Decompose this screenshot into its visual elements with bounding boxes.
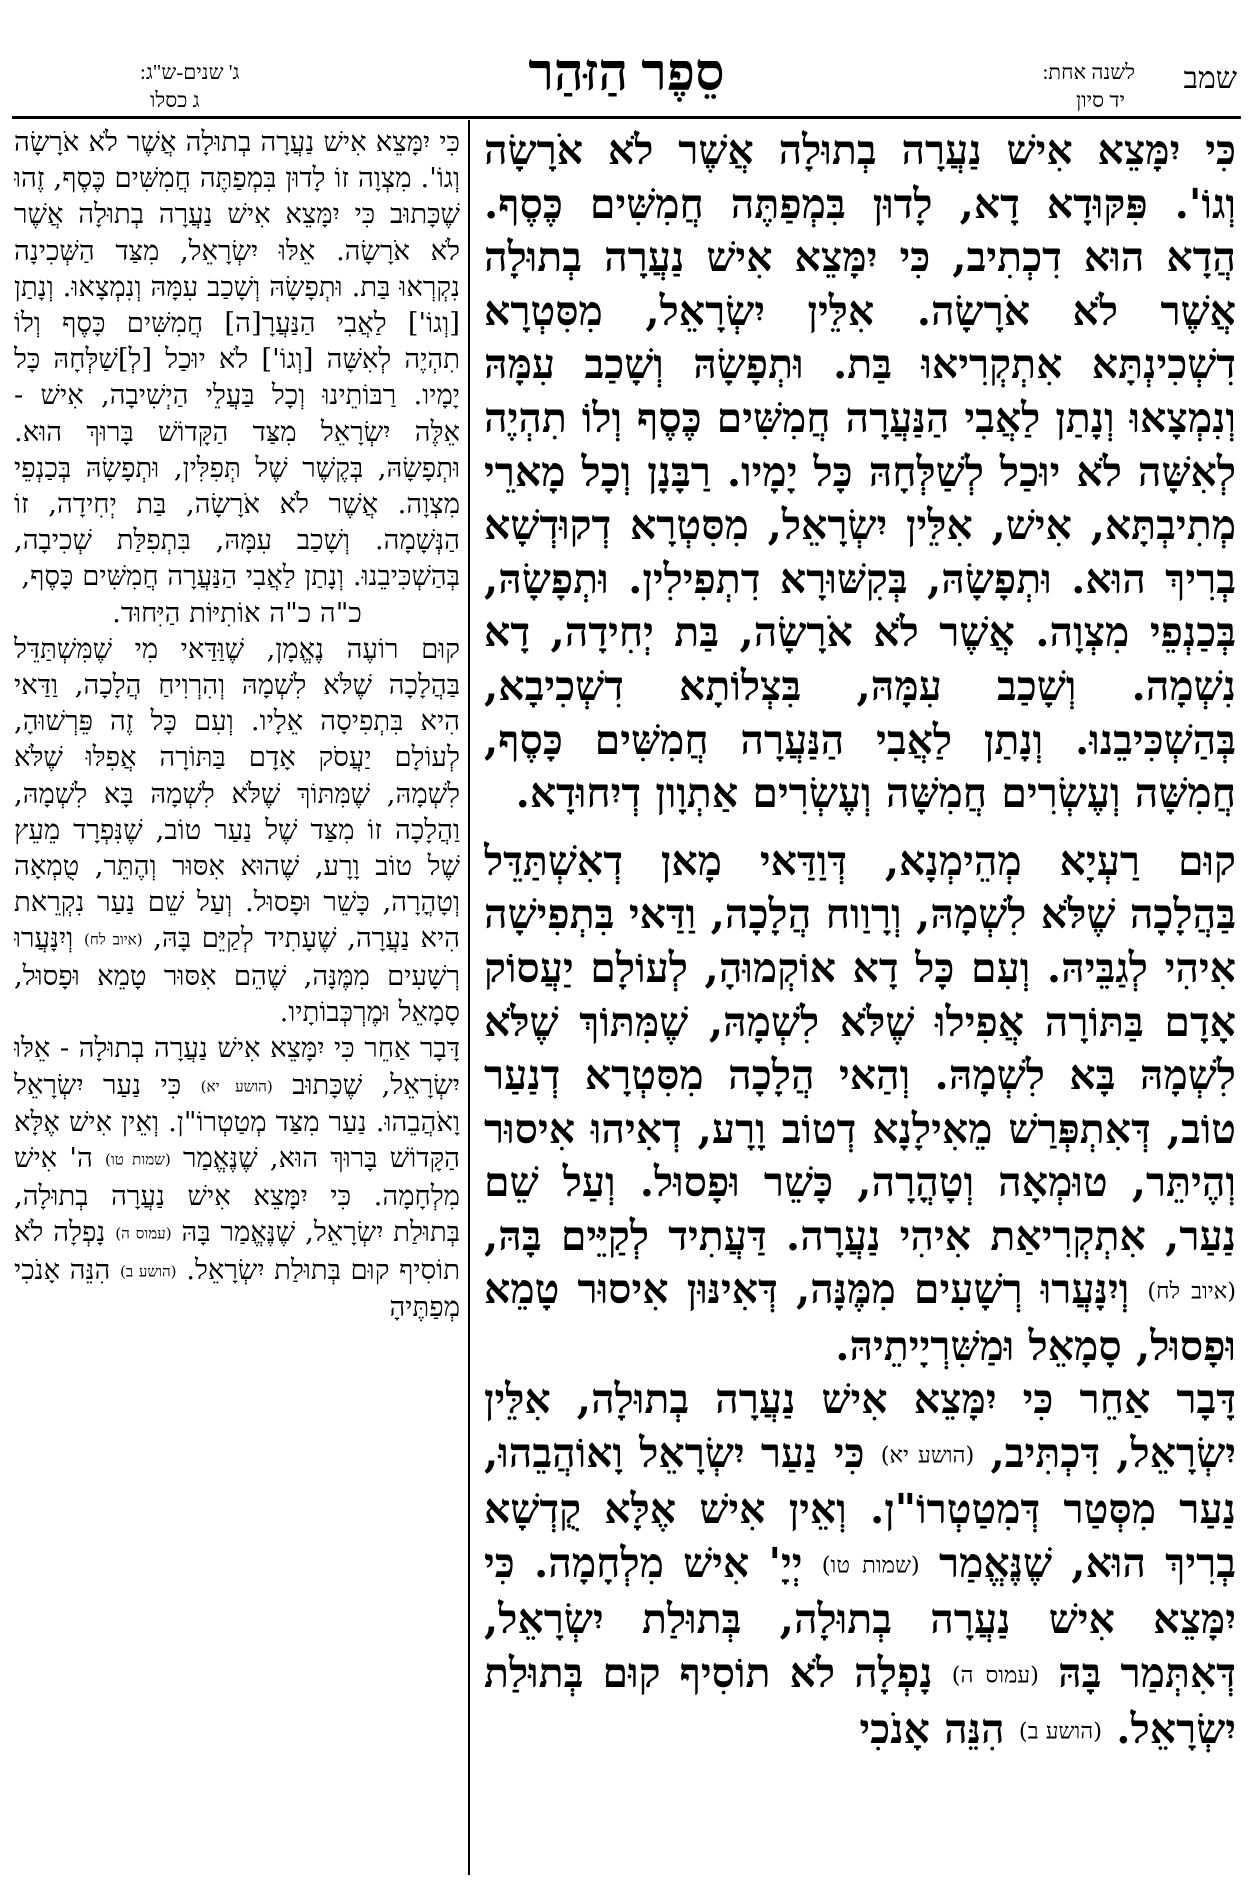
side-paragraph-1-end: כ"ה כ"ה אוֹתִיּוֹת הַיִּחוּד. xyxy=(112,596,362,629)
side-paragraph-2-text: קוּם רוֹעֶה נֶאֱמָן, שֶׁוַּדַּאי מִי שֶׁמִּשְׁתַּדֵּל בַּהֲלָכָה שֶׁלֹּא לִשְׁמָהּ וְהִרְוִיחַ הֲלָכָה, וַדַּאי הִיא בִּתְפִיסָה אֵלָיו. וְעִם כָּל זֶה פֵּרְשׁוּהָ, לְעוֹלָם יַעֲסֹק אָדָם בַּתּוֹרָה אֲפִלּוּ שֶׁלֹּא לִשְׁמָהּ, שֶׁמִּתּוֹךְ שֶׁלֹּא לִשְׁמָהּ בָּא לִשְׁמָהּ, וַהֲלָכָה זוֹ מִצַּד שֶׁל נַעַר טוֹב, שֶׁנִּפְרָד מֵעֵץ שֶׁל טוֹב וָרָע, שֶׁהוּא אִסּוּר וְהֶתֵּר, טֻמְאָה וְטָהֳרָה, כָּשֵׁר וּפָסוּל. וְעַל שֵׁם נַעַר נִקְרֵאת הִיא נַעֲרָה, שֶׁעָתִיד לְקַיֵּם בָּהּ, xyxy=(14,632,460,955)
side-paragraph-2 xyxy=(14,631,460,1031)
side-paragraph-2-end: וְיִנָּעֲרוּ רְשָׁעִים מִמֶּנָּה, שֶׁהֵם אִסּוּר טָמֵא וּפָסוּל, סָמָאֵל וּמֶרְכְּבוֹתָיו. xyxy=(14,922,460,1029)
column-divider xyxy=(468,120,470,1875)
main-paragraph-3-e: הִנֵּה אָנֹכִי xyxy=(859,1705,1005,1754)
header-rule xyxy=(12,116,1241,119)
edition-label: לשנה אחת: xyxy=(1042,60,1135,84)
side-paragraph-3-e: הִנֵּה אָנֹכִי מְפַתֶּיהָ xyxy=(14,1253,460,1324)
side-paragraph-3-b: כִּי נַעַר יִשְׂרָאֵל וָאֹהֲבֵהוּ. נַעַר מִצַּד מְטַטְרוֹ"ן. וְאֵין אִישׁ אֶלָּא הַקָּדוֹשׁ בָּרוּךְ הוּא, שֶׁנֶּאֱמַר xyxy=(14,1068,460,1175)
cycle-label: ג' שנים-ש"ג: xyxy=(140,60,240,84)
main-paragraph-1: כִּי יִמָּצֵא אִישׁ נַעֲרָה בְתוּלָה אֲשֶׁר לֹא אֹרָשָׂה וְגוֹ'. פִּקּוּדָא דָא, לָדוּן בִּמְפַתֶּה חֲמִשִּׁים כֶּסֶף. הֲדָא הוּא דִכְתִיב, כִּי יִמָּצֵא אִישׁ נַעֲרָה בְתוּלָה אֲשֶׁר לֹא אֹרָשָׂה. אִלֵּין יִשְׂרָאֵל, מִסִּטְרָא דִשְׁכִינְתָּא אִתְקְרִיאוּ בַּת. וּתְפָשָׂהּ וְשָׁכַב עִמָּהּ וְנִמְצָאוּ וְנָתַן לַאֲבִי הַנַּעֲרָה חֲמִשִּׁים כֶּסֶף וְלוֹ תִהְיֶה לְאִשָּׁה לֹא יוּכַל לְשַׁלְּחָהּ כָּל יָמָיו. רַבָּנָן וְכָל מָארֵי מְתִיבְתָּא, אִישׁ, אִלֵּין יִשְׂרָאֵל, מִסִּטְרָא דְקוּדְשָׁא בְרִיךְ הוּא. וּתְפָשָׂהּ, בְּקִשּׁוּרָא דִתְפִילִין. וּתְפָשָׂהּ, בְּכַנְפֵי מִצְוָה. אֲשֶׁר לֹא אֹרָשָׂה, בַּת יְחִידָה, דָא נִשְׁמָה. וְשָׁכַב עִמָּהּ, בִּצְלוֹתָא דִשְׁכִיבָא, בְּהַשְׁכִּיבֵנוּ. וְנָתַן לַאֲבִי הַנַּעֲרָה חֲמִשִּׁים כָּסֶף, חֲמִשָּׁה וְעֶשְׂרִים חֲמִשָּׁה וְעֶשְׂרִים אַתְוָון דְיִחוּדָא. xyxy=(484,126,1236,818)
main-citation-amos: (עמוס ה) xyxy=(951,1662,1039,1689)
main-paragraph-3 xyxy=(484,1373,1236,1759)
side-paragraph-3-a: דָּבָר אַחֵר כִּי יִמָּצֵא אִישׁ נַעֲרָה בְתוּלָה - אֵלּוּ יִשְׂרָאֵל, שֶׁכָּתוּב xyxy=(14,1032,460,1101)
side-citation-amos: (עמוס ה) xyxy=(115,1224,172,1243)
page-number: שמב xyxy=(1183,62,1237,95)
side-citation-iyov: (איוב לח) xyxy=(83,930,143,949)
side-citation-hoshea-11: (הושע יא) xyxy=(200,1077,273,1096)
main-column-aramaic xyxy=(484,124,1236,1876)
side-paragraph-1: כִּי יִמָּצֵא אִישׁ נַעֲרָה בְתוּלָה אֲשֶׁר לֹא אֹרָשָׂה וְגוֹ'. מִצְוָה זוֹ לָדוּן בִּמְפַתֶּה חֲמִשִּׁים כֶּסֶף, זֶהוּ שֶׁכָּתוּב כִּי יִמָּצֵא אִישׁ נַעֲרָה בְתוּלָה אֲשֶׁר לֹא אֹרָשָׂה. אֵלּוּ יִשְׂרָאֵל, מִצַּד הַשְּׁכִינָה נִקְרְאוּ בַּת. וּתְפָשָׂהּ וְשָׁכַב עִמָּהּ וְנִמְצָאוּ. וְנָתַן [וְגוֹ'] לַאֲבִי הַנַּעֲרָ[ה] חֲמִשִּׁים כָּסֶף וְלוֹ תִהְיֶה לְאִשָּׁה [וְגוֹ'] לֹא יוּכַל [לְ]שַׁלְּחָהּ כָּל יָמָיו. רַבּוֹתֵינוּ וְכָל בַּעֲלֵי הַיְשִׁיבָה, אִישׁ - אֵלֶּה יִשְׂרָאֵל מִצַּד הַקָּדוֹשׁ בָּרוּךְ הוּא. וּתְפָשָׂהּ, בְּקֶשֶׁר שֶׁל תְּפִלִּין, וּתְפָשָׂהּ בְּכַנְפֵי מִצְוָה. אֲשֶׁר לֹא אֹרָשָׂה, בַּת יְחִידָה, זוֹ הַנְּשָׁמָה. וְשָׁכַב עִמָּהּ, בִּתְפִלַּת שְׁכִיבָה, בְּהַשְׁכִּיבֵנוּ. וְנָתַן לַאֲבִי הַנַּעֲרָה חֲמִשִּׁים כָּסֶף, xyxy=(14,126,460,593)
main-paragraph-3-b: כִּי נַעַר יִשְׂרָאֵל וָאוֹהֲבֵהוּ, נַעַר מִסְּטַר דְּמִטַטְרוֹ"ן. וְאֵין אִישׁ אֶלָּא קֻדְשָׁא בְרִיךְ הוּא, שֶׁנֶּאֱמַר xyxy=(484,1428,1236,1587)
side-citation-shemot: (שמות טו) xyxy=(104,1150,171,1169)
main-citation-hoshea-11: (הושע יא) xyxy=(880,1442,975,1469)
book-title: סֵפֶר הַזּהַר xyxy=(528,45,725,102)
main-paragraph-2-end: וְיִנָּעֲרוּ רְשָׁעִים מִמֶּנָּה, דְּאִינּוּן אִיסוּר טָמֵא וּפָסוּל, סָמָאֵל וּמַשִּׁרְיָיתֵיהּ. xyxy=(484,1265,1236,1370)
edition-date: יד סיון xyxy=(1075,88,1125,112)
main-paragraph-3-d: נָפְלָה לֹא תוֹסִיף קוּם בְּתוּלַת יִשְׂרָאֵל. xyxy=(484,1648,1236,1754)
main-paragraph-2 xyxy=(484,835,1236,1374)
main-citation-hoshea-2: (הושע ב) xyxy=(1018,1718,1103,1745)
cycle-date: ג כסלו xyxy=(150,88,200,112)
side-paragraph-3 xyxy=(14,1030,460,1325)
main-citation-iyov: (איוב לח) xyxy=(1147,1279,1236,1306)
main-paragraph-3-a: דָּבָר אַחֵר כִּי יִמָּצֵא אִישׁ נַעֲרָה בְתוּלָה, אִלֵּין יִשְׂרָאֵל, דִּכְתִּיב, xyxy=(484,1375,1236,1477)
side-column-hebrew xyxy=(14,124,460,1876)
side-citation-hoshea-2: (הושע ב) xyxy=(119,1262,177,1281)
side-paragraph-3-d: נָפְלָה לֹא תוֹסִיף קוּם בְּתוּלַת יִשְׂרָאֵל. xyxy=(14,1216,460,1286)
main-paragraph-3-c: יְיָ' אִישׁ מִלְחָמָה. כִּי יִמָּצֵא אִישׁ נַעֲרָה בְתוּלָה, בְּתוּלַת יִשְׂרָאֵל, דְּאִתְּמַר בָּהּ xyxy=(484,1538,1236,1697)
page-header xyxy=(0,0,1253,115)
main-citation-shemot: (שמות טו) xyxy=(821,1552,920,1579)
main-paragraph-2-text: קוּם רַעְיָא מְהֵימְנָא, דְּוַדַּאי מָאן דְאִשְׁתַּדֵּל בַּהֲלָכָה שֶׁלֹּא לִשְׁמָהּ, וְרָוַוח הֲלָכָה, וַדַּאי בִּתְפִישָׁה אִיהִי לְגַבֵּיהּ. וְעִם כָּל דָא אוֹקְמוּהָ, לְעוֹלָם יַעֲסוֹק אָדָם בַּתּוֹרָה אֲפִילוּ שֶׁלֹּא לִשְׁמָהּ, שֶׁמִּתּוֹךְ שֶׁלֹּא לִשְׁמָהּ בָּא לִשְׁמָהּ. וְהַאי הֲלָכָה מִסִּטְרָא דְנַעַר טוֹב, דְּאִתְפְּרַשׁ מֵאִילָנָא דְטוֹב וָרָע, דְאִיהוּ אִיסוּר וְהֶיתֵּר, טוּמְאָה וְטָהֳרָה, כָּשֵׁר וּפָסוּל. וְעַל שֵׁם נַעַר, אִתְקְרִיאַת אִיהִי נַעֲרָה. דַּעֲתִיד לְקַיֵּים בָּהּ, xyxy=(484,836,1236,1260)
side-paragraph-3-c: ה' אִישׁ מִלְחָמָה. כִּי יִמָּצֵא אִישׁ נַעֲרָה בְתוּלָה, בְּתוּלַת יִשְׂרָאֵל, שֶׁנֶּאֱמַר בָּהּ xyxy=(14,1142,460,1249)
